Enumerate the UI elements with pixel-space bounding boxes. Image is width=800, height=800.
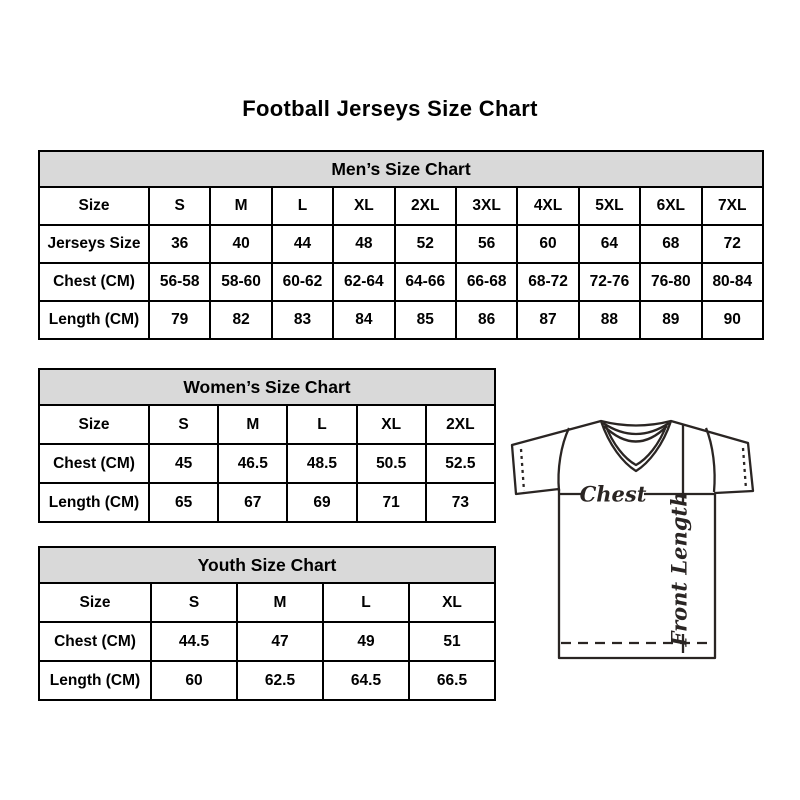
size-cell: 87 <box>517 301 578 339</box>
size-cell: 68 <box>640 225 701 263</box>
page-title: Football Jerseys Size Chart <box>242 96 538 121</box>
size-cell: 68-72 <box>517 263 578 301</box>
size-cell: 3XL <box>456 187 517 225</box>
size-cell: S <box>149 405 218 444</box>
size-cell: 69 <box>287 483 356 522</box>
youth-row-0 <box>39 583 495 622</box>
size-cell: 44.5 <box>151 622 237 661</box>
size-cell: L <box>323 583 409 622</box>
row-label: Length (CM) <box>39 301 149 339</box>
mens-size-chart <box>38 150 764 340</box>
size-cell: 2XL <box>395 187 456 225</box>
size-cell: 4XL <box>517 187 578 225</box>
size-cell: 58-60 <box>210 263 271 301</box>
size-cell: 64 <box>579 225 640 263</box>
mens-row-2 <box>39 263 763 301</box>
size-cell: 82 <box>210 301 271 339</box>
size-cell: 56 <box>456 225 517 263</box>
size-cell: 67 <box>218 483 287 522</box>
size-cell: 2XL <box>426 405 495 444</box>
womens-size-chart <box>38 368 496 523</box>
row-label: Chest (CM) <box>39 444 149 483</box>
row-label: Size <box>39 187 149 225</box>
row-label: Jerseys Size <box>39 225 149 263</box>
size-cell: S <box>149 187 210 225</box>
row-label: Size <box>39 583 151 622</box>
size-cell: 6XL <box>640 187 701 225</box>
youth-row-2 <box>39 661 495 700</box>
youth-section-header: Youth Size Chart <box>39 547 495 583</box>
size-cell: 36 <box>149 225 210 263</box>
size-cell: 80-84 <box>702 263 764 301</box>
size-cell: 50.5 <box>357 444 426 483</box>
size-cell: 49 <box>323 622 409 661</box>
size-cell: 45 <box>149 444 218 483</box>
jersey-outline <box>512 421 753 658</box>
womens-section-header: Women’s Size Chart <box>39 369 495 405</box>
size-cell: M <box>218 405 287 444</box>
size-cell: 44 <box>272 225 333 263</box>
mens-row-1 <box>39 225 763 263</box>
size-cell: 73 <box>426 483 495 522</box>
size-cell: 79 <box>149 301 210 339</box>
size-cell: 90 <box>702 301 764 339</box>
size-cell: 83 <box>272 301 333 339</box>
size-cell: 5XL <box>579 187 640 225</box>
size-cell: 85 <box>395 301 456 339</box>
size-cell: 7XL <box>702 187 764 225</box>
size-cell: 56-58 <box>149 263 210 301</box>
youth-size-chart-table <box>38 546 496 701</box>
row-label: Length (CM) <box>39 661 151 700</box>
youth-size-chart <box>38 546 496 701</box>
size-cell: 51 <box>409 622 495 661</box>
size-cell: XL <box>409 583 495 622</box>
size-cell: 52 <box>395 225 456 263</box>
size-cell: L <box>272 187 333 225</box>
jersey-diagram <box>503 403 767 675</box>
size-cell: 48.5 <box>287 444 356 483</box>
size-cell: 48 <box>333 225 394 263</box>
size-cell: 46.5 <box>218 444 287 483</box>
row-label: Length (CM) <box>39 483 149 522</box>
size-cell: 89 <box>640 301 701 339</box>
size-cell: 60 <box>517 225 578 263</box>
row-label: Chest (CM) <box>39 622 151 661</box>
size-cell: 88 <box>579 301 640 339</box>
mens-section-header: Men’s Size Chart <box>39 151 763 187</box>
size-cell: 86 <box>456 301 517 339</box>
size-cell: 72 <box>702 225 764 263</box>
size-cell: 40 <box>210 225 271 263</box>
size-cell: 71 <box>357 483 426 522</box>
chest-label: Chest <box>579 481 647 507</box>
front-length-label: Front Length <box>666 491 692 647</box>
size-cell: 66-68 <box>456 263 517 301</box>
size-cell: 76-80 <box>640 263 701 301</box>
size-cell: S <box>151 583 237 622</box>
womens-row-0 <box>39 405 495 444</box>
size-cell: 47 <box>237 622 323 661</box>
size-cell: 52.5 <box>426 444 495 483</box>
womens-size-chart-table <box>38 368 496 523</box>
size-cell: XL <box>333 187 394 225</box>
size-cell: XL <box>357 405 426 444</box>
size-cell: 64-66 <box>395 263 456 301</box>
size-cell: 62-64 <box>333 263 394 301</box>
youth-row-1 <box>39 622 495 661</box>
size-cell: M <box>237 583 323 622</box>
row-label: Size <box>39 405 149 444</box>
mens-size-chart-table <box>38 150 764 340</box>
size-cell: 60-62 <box>272 263 333 301</box>
mens-row-3 <box>39 301 763 339</box>
mens-row-0 <box>39 187 763 225</box>
size-cell: 60 <box>151 661 237 700</box>
size-cell: 84 <box>333 301 394 339</box>
womens-row-2 <box>39 483 495 522</box>
size-cell: 62.5 <box>237 661 323 700</box>
size-cell: 65 <box>149 483 218 522</box>
jersey-svg <box>503 403 767 675</box>
size-cell: L <box>287 405 356 444</box>
size-cell: M <box>210 187 271 225</box>
size-cell: 64.5 <box>323 661 409 700</box>
size-cell: 66.5 <box>409 661 495 700</box>
size-cell: 72-76 <box>579 263 640 301</box>
row-label: Chest (CM) <box>39 263 149 301</box>
womens-row-1 <box>39 444 495 483</box>
